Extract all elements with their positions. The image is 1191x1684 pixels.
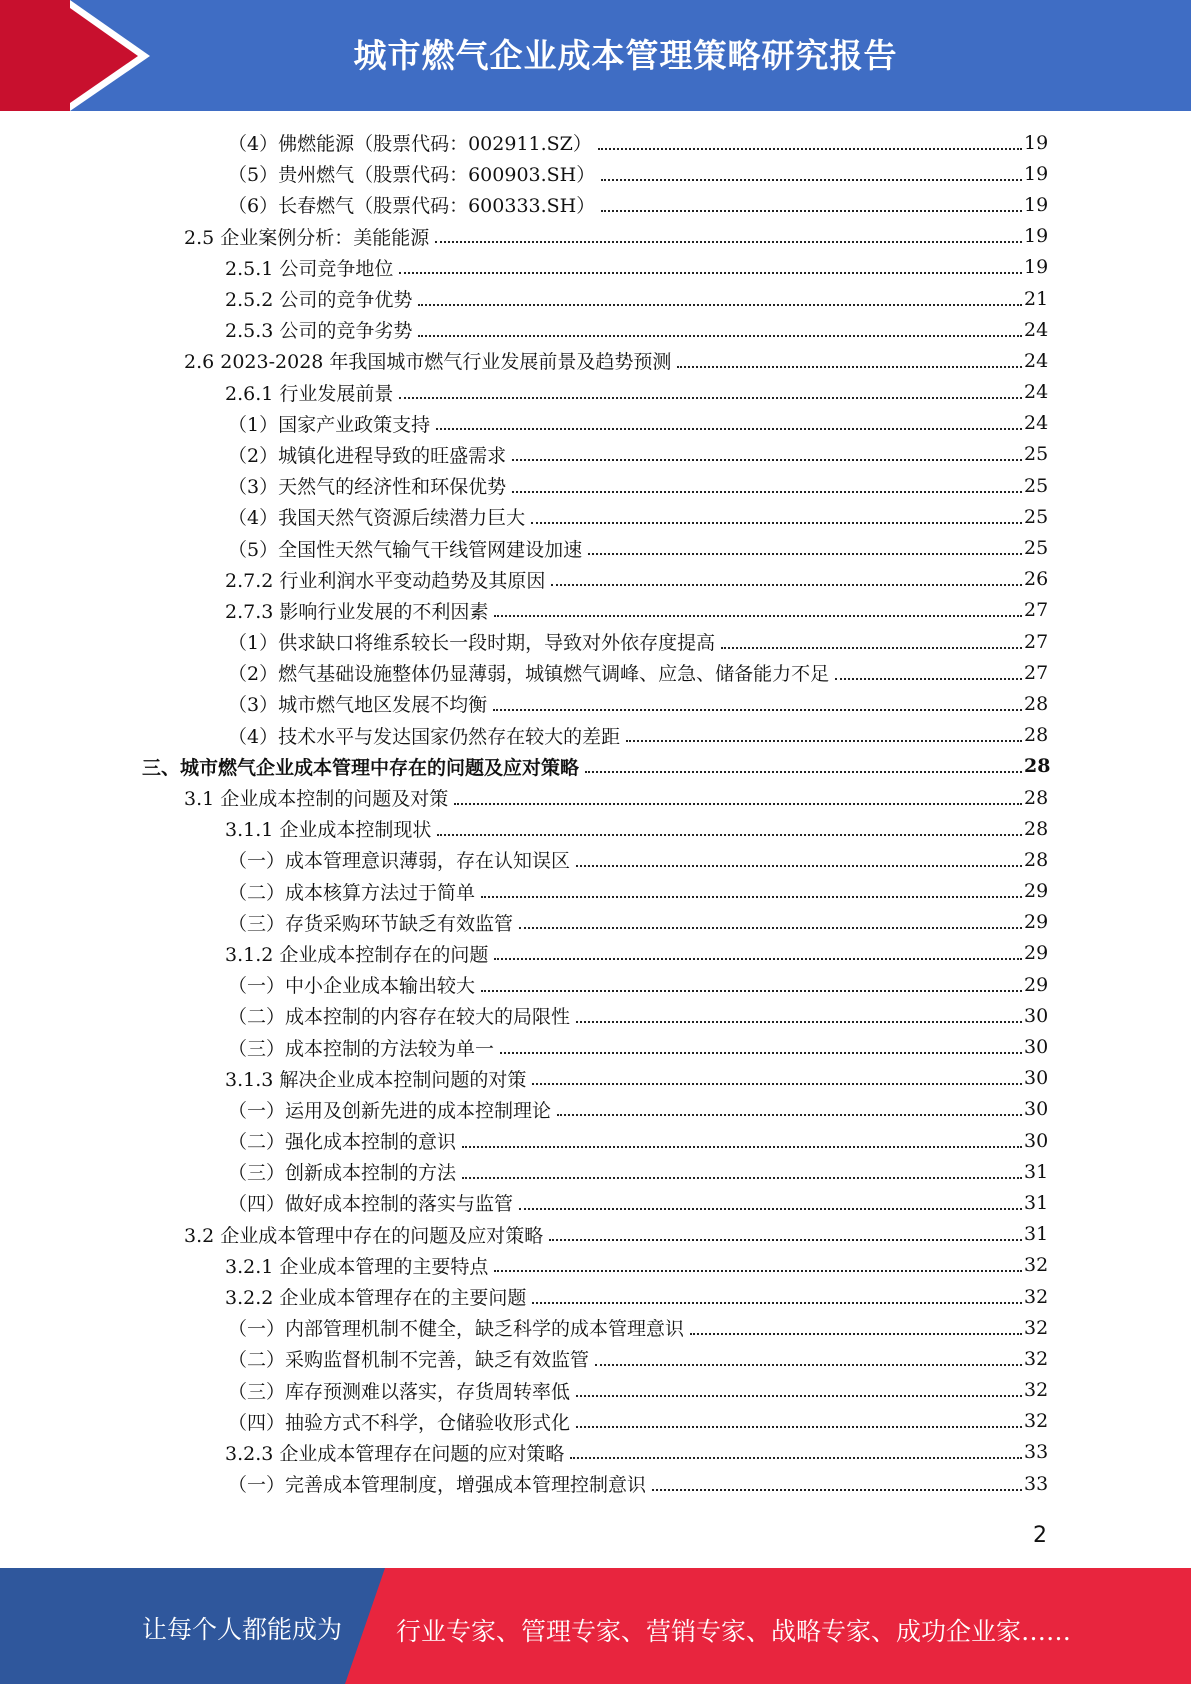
toc-entry[interactable] <box>0 844 1191 875</box>
toc-leader-dots <box>436 428 1022 430</box>
toc-leader-dots <box>399 272 1022 274</box>
header-red-chevron <box>70 8 138 103</box>
toc-entry[interactable] <box>0 158 1191 189</box>
toc-entry-page: 25 <box>1024 474 1049 497</box>
toc-entry-label: （二）强化成本控制的意识 <box>228 1131 457 1154</box>
toc-entry-page: 30 <box>1024 1067 1049 1090</box>
toc-entry-label: 2.5.2 公司的竞争优势 <box>225 289 413 312</box>
toc-entry-label: （2）燃气基础设施整体仍显薄弱，城镇燃气调峰、应急、储备能力不足 <box>228 663 830 686</box>
toc-leader-dots <box>462 1146 1022 1148</box>
toc-entry-label: （1）供求缺口将维系较长一段时期，导致对外依存度提高 <box>228 632 716 655</box>
toc-entry[interactable] <box>0 377 1191 408</box>
toc-leader-dots <box>570 1457 1022 1459</box>
toc-entry[interactable] <box>0 626 1191 657</box>
toc-entry-label: （一）运用及创新先进的成本控制理论 <box>228 1099 552 1122</box>
toc-entry[interactable] <box>0 1125 1191 1156</box>
toc-entry-page: 28 <box>1024 692 1049 715</box>
toc-leader-dots <box>494 1270 1022 1272</box>
toc-entry-label: 3.2.1 企业成本管理的主要特点 <box>225 1255 489 1278</box>
toc-entry[interactable] <box>0 1281 1191 1312</box>
toc-entry[interactable] <box>0 938 1191 969</box>
toc-entry[interactable] <box>0 657 1191 688</box>
toc-entry-label: （三）存货采购环节缺乏有效监管 <box>228 912 514 935</box>
toc-entry[interactable] <box>0 408 1191 439</box>
toc-entry[interactable] <box>0 1312 1191 1343</box>
page-number: 2 <box>1033 1523 1047 1548</box>
toc-entry-label: （三）库存预测难以落实，存货周转率低 <box>228 1380 571 1403</box>
toc-entry-page: 32 <box>1024 1347 1049 1370</box>
toc-entry-page: 32 <box>1024 1254 1049 1277</box>
toc-entry[interactable] <box>0 688 1191 719</box>
toc-leader-dots <box>598 148 1022 150</box>
toc-entry-page: 32 <box>1024 1379 1049 1402</box>
toc-entry-page: 27 <box>1024 661 1049 684</box>
toc-leader-dots <box>519 927 1022 929</box>
toc-entry[interactable] <box>0 564 1191 595</box>
toc-entry-page: 31 <box>1024 1223 1049 1246</box>
toc-entry-page: 24 <box>1024 381 1049 404</box>
toc-leader-dots <box>494 615 1022 617</box>
toc-entry[interactable] <box>0 127 1191 158</box>
toc-entry-label: （4）佛燃能源（股票代码：002911.SZ） <box>228 133 592 156</box>
toc-entry-page: 27 <box>1024 630 1049 653</box>
toc-leader-dots <box>481 990 1022 992</box>
toc-entry-label: （一）成本管理意识薄弱，存在认知误区 <box>228 850 571 873</box>
toc-entry-page: 24 <box>1024 412 1049 435</box>
toc-entry-label: （4）技术水平与发达国家仍然存在较大的差距 <box>228 725 621 748</box>
toc-entry[interactable] <box>0 532 1191 563</box>
toc-entry[interactable] <box>0 1031 1191 1062</box>
toc-entry[interactable] <box>0 283 1191 314</box>
toc-entry-label: 3.1.2 企业成本控制存在的问题 <box>225 943 489 966</box>
toc-leader-dots <box>435 241 1022 243</box>
toc-leader-dots <box>418 304 1022 306</box>
toc-leader-dots <box>576 1395 1022 1397</box>
toc-leader-dots <box>493 709 1022 711</box>
toc-entry-page: 19 <box>1024 256 1049 279</box>
toc-entry-label: （四）做好成本控制的落实与监管 <box>228 1193 514 1216</box>
toc-entry-label: （四）抽验方式不科学，仓储验收形式化 <box>228 1411 571 1434</box>
toc-leader-dots <box>531 522 1022 524</box>
toc-entry[interactable] <box>0 1468 1191 1499</box>
toc-entry-label: 2.7.2 行业利润水平变动趋势及其原因 <box>225 569 546 592</box>
toc-entry-page: 28 <box>1024 755 1051 778</box>
toc-entry-page: 30 <box>1024 1098 1049 1121</box>
toc-entry[interactable] <box>0 1437 1191 1468</box>
toc-entry-page: 19 <box>1024 193 1049 216</box>
toc-entry-label: 2.6.1 行业发展前景 <box>225 382 394 405</box>
toc-entry[interactable] <box>0 782 1191 813</box>
toc-entry-label: 2.7.3 影响行业发展的不利因素 <box>225 600 489 623</box>
toc-entry[interactable] <box>0 221 1191 252</box>
toc-leader-dots <box>585 771 1022 773</box>
toc-entry[interactable] <box>0 595 1191 626</box>
toc-entry[interactable] <box>0 1375 1191 1406</box>
toc-leader-dots <box>551 584 1022 586</box>
toc-leader-dots <box>481 896 1022 898</box>
toc-entry-label: 3.2 企业成本管理中存在的问题及应对策略 <box>184 1224 544 1247</box>
toc-entry[interactable] <box>0 189 1191 220</box>
toc-leader-dots <box>601 179 1022 181</box>
toc-entry-label: 3.1.1 企业成本控制现状 <box>225 819 432 842</box>
toc-entry[interactable] <box>0 1250 1191 1281</box>
toc-leader-dots <box>399 397 1022 399</box>
toc-leader-dots <box>576 1426 1022 1428</box>
toc-leader-dots <box>462 1177 1022 1179</box>
toc-entry-page: 25 <box>1024 443 1049 466</box>
toc-entry[interactable] <box>0 1187 1191 1218</box>
toc-entry-page: 19 <box>1024 162 1049 185</box>
toc-entry-page: 28 <box>1024 724 1049 747</box>
toc-entry[interactable] <box>0 1343 1191 1374</box>
toc-entry[interactable] <box>0 720 1191 751</box>
toc-entry-page: 30 <box>1024 1129 1049 1152</box>
toc-entry-page: 33 <box>1024 1472 1049 1495</box>
toc-entry[interactable] <box>0 252 1191 283</box>
toc-entry[interactable] <box>0 1406 1191 1437</box>
toc-entry-page: 27 <box>1024 599 1049 622</box>
toc-entry-page: 29 <box>1024 911 1049 934</box>
toc-entry[interactable] <box>0 1156 1191 1187</box>
toc-entry-page: 26 <box>1024 568 1049 591</box>
toc-entry-page: 28 <box>1024 817 1049 840</box>
toc-leader-dots <box>500 1052 1022 1054</box>
toc-entry-label: （一）中小企业成本输出较大 <box>228 975 476 998</box>
toc-entry[interactable] <box>0 1000 1191 1031</box>
footer-blue-slant <box>345 1568 385 1684</box>
toc-entry[interactable] <box>0 439 1191 470</box>
toc-entry[interactable] <box>0 907 1191 938</box>
toc-leader-dots <box>601 210 1022 212</box>
toc-entry-label: （3）天然气的经济性和环保优势 <box>228 476 507 499</box>
toc-entry-label: （二）成本控制的内容存在较大的局限性 <box>228 1006 571 1029</box>
toc-entry-label: 3.1 企业成本控制的问题及对策 <box>184 788 449 811</box>
toc-entry-label: 三、城市燃气企业成本管理中存在的问题及应对策略 <box>142 756 580 779</box>
toc-entry-label: 2.5.3 公司的竞争劣势 <box>225 320 413 343</box>
toc-leader-dots <box>721 647 1022 649</box>
toc-entry-page: 32 <box>1024 1285 1049 1308</box>
toc-entry-label: 2.5.1 公司竞争地位 <box>225 257 394 280</box>
toc-entry-label: 3.1.3 解决企业成本控制问题的对策 <box>225 1068 527 1091</box>
toc-leader-dots <box>454 803 1022 805</box>
page-header <box>0 0 1191 111</box>
toc-entry-label: 3.2.3 企业成本管理存在问题的应对策略 <box>225 1442 565 1465</box>
toc-entry-page: 32 <box>1024 1316 1049 1339</box>
toc-entry[interactable] <box>0 1219 1191 1250</box>
page-footer <box>0 1568 1191 1684</box>
toc-entry[interactable] <box>0 813 1191 844</box>
toc-entry-page: 28 <box>1024 848 1049 871</box>
toc-entry-label: （一）完善成本管理制度，增强成本管理控制意识 <box>228 1474 647 1497</box>
toc-entry-label: （1）国家产业政策支持 <box>228 413 431 436</box>
toc-entry-label: （一）内部管理机制不健全，缺乏科学的成本管理意识 <box>228 1318 685 1341</box>
toc-leader-dots <box>437 834 1022 836</box>
toc-entry[interactable] <box>0 1094 1191 1125</box>
toc-leader-dots <box>595 1364 1022 1366</box>
toc-entry-page: 29 <box>1024 880 1049 903</box>
toc-entry-label: （5）全国性天然气输气干线管网建设加速 <box>228 538 583 561</box>
toc-entry-page: 33 <box>1024 1441 1049 1464</box>
toc-leader-dots <box>519 1208 1022 1210</box>
toc-entry-page: 30 <box>1024 1004 1049 1027</box>
toc-entry[interactable] <box>0 751 1191 782</box>
report-title: 城市燃气企业成本管理策略研究报告 <box>353 36 898 75</box>
toc-entry[interactable] <box>0 501 1191 532</box>
toc-leader-dots <box>677 366 1022 368</box>
toc-entry-label: （二）采购监督机制不完善，缺乏有效监管 <box>228 1349 590 1372</box>
toc-leader-dots <box>418 335 1022 337</box>
toc-leader-dots <box>835 678 1022 680</box>
toc-leader-dots <box>652 1489 1022 1491</box>
toc-entry-label: 2.5 企业案例分析：美能能源 <box>184 226 430 249</box>
toc-leader-dots <box>532 1083 1022 1085</box>
toc-entry-page: 25 <box>1024 537 1049 560</box>
toc-leader-dots <box>576 865 1022 867</box>
toc-entry-page: 28 <box>1024 786 1049 809</box>
toc-entry-label: 2.6 2023-2028 年我国城市燃气行业发展前景及趋势预测 <box>184 351 672 374</box>
header-red-block <box>0 0 70 111</box>
toc-entry-page: 24 <box>1024 318 1049 341</box>
toc-entry-label: （二）成本核算方法过于简单 <box>228 881 476 904</box>
toc-entry-label: 3.2.2 企业成本管理存在的主要问题 <box>225 1287 527 1310</box>
toc-entry-label: （5）贵州燃气（股票代码：600903.SH） <box>228 164 596 187</box>
toc-leader-dots <box>512 491 1022 493</box>
toc-leader-dots <box>576 1021 1022 1023</box>
toc-entry-page: 19 <box>1024 225 1049 248</box>
footer-slogan-right: 行业专家、管理专家、营销专家、战略专家、成功企业家…… <box>396 1617 1072 1646</box>
toc-leader-dots <box>626 740 1022 742</box>
toc-entry[interactable] <box>0 470 1191 501</box>
toc-entry-page: 21 <box>1024 287 1049 310</box>
toc-entry-page: 29 <box>1024 973 1049 996</box>
toc-entry-label: （3）城市燃气地区发展不均衡 <box>228 694 488 717</box>
toc-leader-dots <box>494 958 1022 960</box>
toc-leader-dots <box>557 1114 1022 1116</box>
toc-entry[interactable] <box>0 314 1191 345</box>
toc-entry-label: （三）成本控制的方法较为单一 <box>228 1037 495 1060</box>
toc-leader-dots <box>549 1239 1022 1241</box>
toc-entry[interactable] <box>0 876 1191 907</box>
toc-leader-dots <box>588 553 1022 555</box>
table-of-contents <box>0 127 1191 1499</box>
toc-entry-page: 31 <box>1024 1191 1049 1214</box>
toc-entry-label: （三）创新成本控制的方法 <box>228 1162 457 1185</box>
toc-entry-page: 29 <box>1024 942 1049 965</box>
toc-entry-label: （4）我国天然气资源后续潜力巨大 <box>228 507 526 530</box>
toc-entry-label: （6）长春燃气（股票代码：600333.SH） <box>228 195 596 218</box>
toc-entry[interactable] <box>0 1063 1191 1094</box>
toc-entry-page: 31 <box>1024 1160 1049 1183</box>
toc-entry-page: 19 <box>1024 131 1049 154</box>
toc-entry[interactable] <box>0 969 1191 1000</box>
toc-entry-page: 30 <box>1024 1036 1049 1059</box>
toc-leader-dots <box>532 1302 1022 1304</box>
footer-slogan-left: 让每个人都能成为 <box>142 1615 343 1644</box>
toc-entry-page: 32 <box>1024 1410 1049 1433</box>
toc-leader-dots <box>512 459 1022 461</box>
toc-entry-page: 25 <box>1024 505 1049 528</box>
toc-entry[interactable] <box>0 345 1191 376</box>
toc-entry-page: 24 <box>1024 349 1049 372</box>
toc-leader-dots <box>690 1333 1022 1335</box>
toc-entry-label: （2）城镇化进程导致的旺盛需求 <box>228 444 507 467</box>
